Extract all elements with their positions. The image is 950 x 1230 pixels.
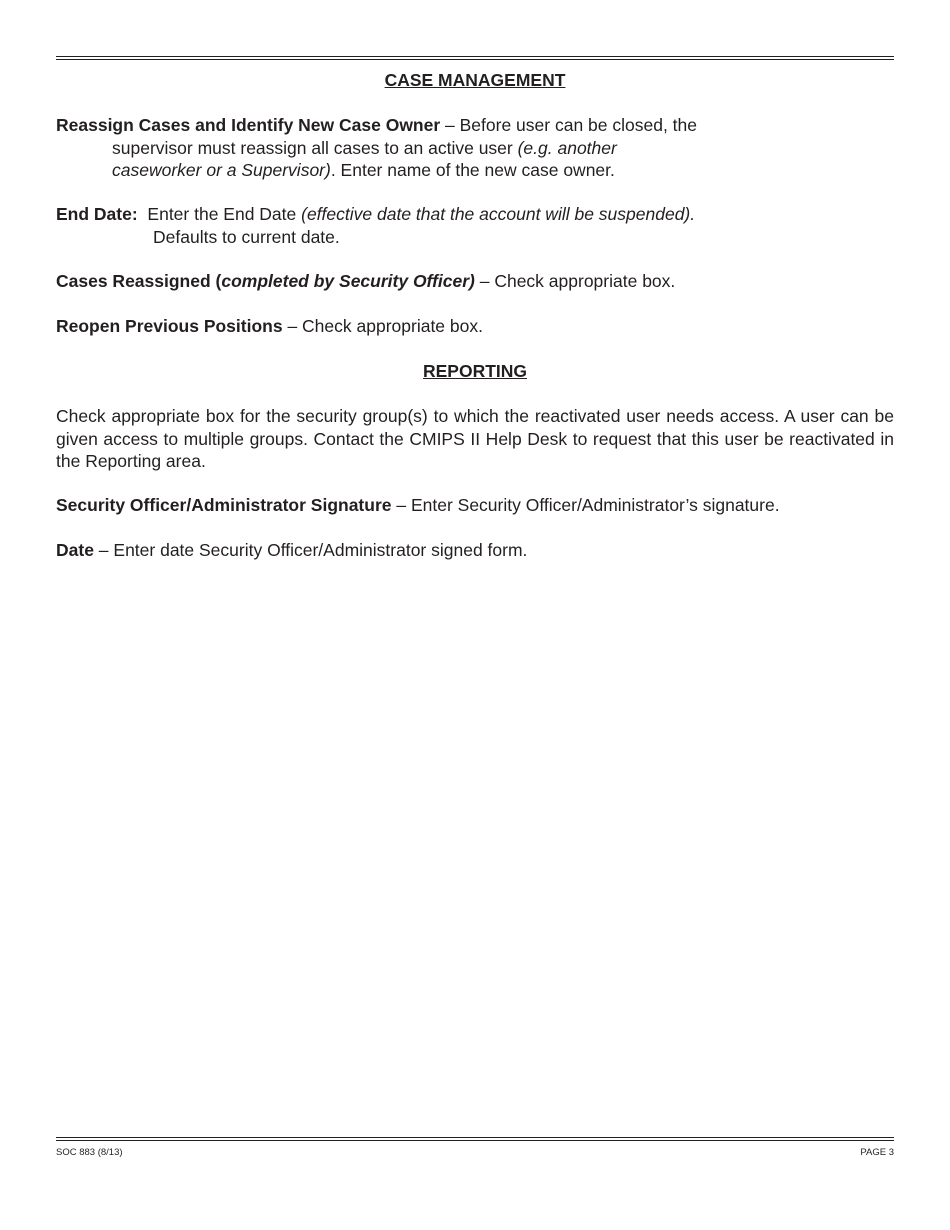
reassign-label: Reassign Cases and Identify New Case Owner: [56, 115, 441, 135]
reassign-cases-paragraph: [56, 114, 894, 182]
reporting-heading: REPORTING: [422, 361, 528, 381]
end-date-label: End Date:: [56, 204, 138, 224]
cases-reassigned-label: Cases Reassigned (: [56, 271, 222, 291]
case-management-heading: CASE MANAGEMENT: [384, 70, 566, 90]
reassign-line2: supervisor must reassign all cases to an active user: [112, 137, 518, 158]
signature-label: Security Officer/Administrator Signature: [56, 495, 392, 515]
date-label: Date: [56, 540, 94, 560]
cases-reassigned-paragraph: [56, 270, 894, 293]
cases-reassigned-text: – Check appropriate box.: [474, 271, 676, 291]
cases-reassigned-label-italic: completed by Security Officer): [221, 271, 475, 291]
reassign-line2-italic: (e.g. another: [517, 137, 617, 158]
end-date-paragraph: [56, 203, 894, 248]
end-date-line2: Defaults to current date.: [153, 226, 340, 247]
reopen-positions-paragraph: [56, 315, 894, 338]
reopen-label: Reopen Previous Positions: [56, 316, 283, 336]
top-rule: [56, 56, 894, 60]
end-date-line1: Enter the End Date: [137, 204, 302, 224]
reopen-text: – Check appropriate box.: [282, 316, 483, 336]
signature-text: – Enter Security Officer/Administrator’s signature.: [391, 495, 780, 515]
reporting-intro-paragraph: Check appropriate box for the security group(s) to which the reactivated user needs access. A user can be given access to multiple groups. Contact the CMIPS II Help Desk to request that this user be reactivated in the Reporting area.: [56, 406, 894, 471]
end-date-line1-italic: (effective date that the account will be suspended).: [301, 204, 696, 224]
page-number: PAGE 3: [860, 1147, 894, 1158]
bottom-rule: [56, 1137, 894, 1141]
signature-paragraph: [56, 494, 894, 517]
reassign-line3-italic: caseworker or a Supervisor): [112, 160, 331, 180]
date-paragraph: [56, 539, 894, 562]
reassign-line1: – Before user can be closed, the: [440, 115, 697, 135]
form-id: SOC 883 (8/13): [56, 1147, 123, 1158]
reassign-line3: . Enter name of the new case owner.: [330, 160, 615, 180]
date-text: – Enter date Security Officer/Administrator signed form.: [93, 540, 528, 560]
